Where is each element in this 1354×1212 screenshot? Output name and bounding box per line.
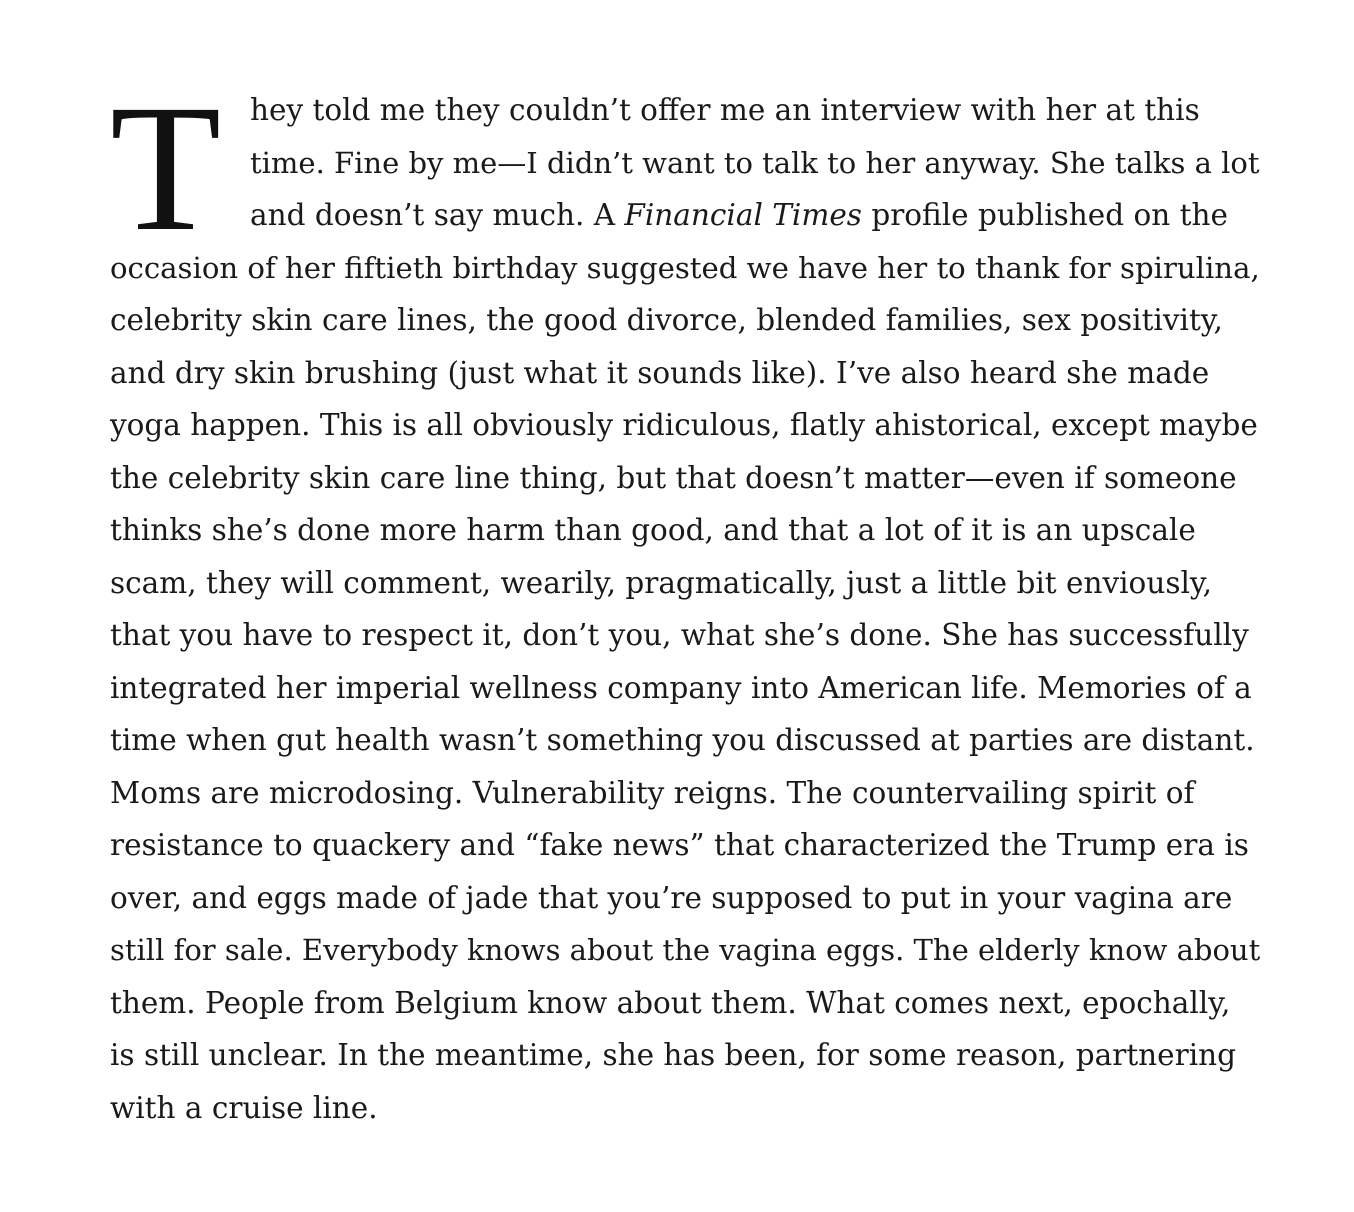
paragraph-line: over, and eggs made of jade that you’re supposed to put in your vagina are — [110, 880, 1233, 915]
paragraph-line: time. Fine by me—I didn’t want to talk to her anyway. She talks a lot — [250, 145, 1260, 180]
paragraph-line: and dry skin brushing (just what it sounds like). I’ve also heard she made — [110, 355, 1210, 390]
paragraph-line: with a cruise line. — [110, 1090, 378, 1125]
paragraph-line: the celebrity skin care line thing, but that doesn’t matter—even if someone — [110, 460, 1237, 495]
paragraph-line: celebrity skin care lines, the good divorce, blended families, sex positivity, — [110, 303, 1223, 337]
paragraph-line: integrated her imperial wellness company into American life. Memories of a — [110, 670, 1252, 705]
paragraph-line — [110, 189, 1260, 242]
publication-title: Financial Times — [624, 198, 862, 232]
paragraph-line: is still unclear. In the meantime, she has been, for some reason, partnering — [110, 1038, 1237, 1072]
drop-cap: T — [110, 68, 222, 269]
paragraph-line: time when gut health wasn’t something you discussed at parties are distant. — [110, 723, 1255, 757]
paragraph-line: yoga happen. This is all obviously ridiculous, flatly ahistorical, except maybe — [110, 408, 1258, 442]
article-body — [110, 68, 1261, 1134]
paragraph-line: scam, they will comment, wearily, pragmatically, just a little bit enviously, — [110, 565, 1213, 600]
paragraph-line: that you have to respect it, don’t you, what she’s done. She has successfully — [110, 618, 1249, 652]
line-text-after: profile published on the — [861, 198, 1228, 232]
paragraph-line: occasion of her fiftieth birthday suggested we have her to thank for spirulina, — [110, 250, 1260, 285]
paragraph-line: Moms are microdosing. Vulnerability reigns. The countervailing spirit of — [110, 775, 1195, 810]
line-text-before: and doesn’t say much. A — [250, 198, 625, 232]
paragraph-line: them. People from Belgium know about them. What comes next, epochally, — [110, 985, 1231, 1020]
paragraph-line: resistance to quackery and “fake news” that characterized the Trump era is — [110, 828, 1249, 862]
paragraph-line: thinks she’s done more harm than good, and that a lot of it is an upscale — [110, 513, 1196, 547]
paragraph-line: still for sale. Everybody knows about the vagina eggs. The elderly know about — [110, 933, 1261, 967]
paragraph-line: hey told me they couldn’t offer me an interview with her at this — [250, 93, 1200, 127]
